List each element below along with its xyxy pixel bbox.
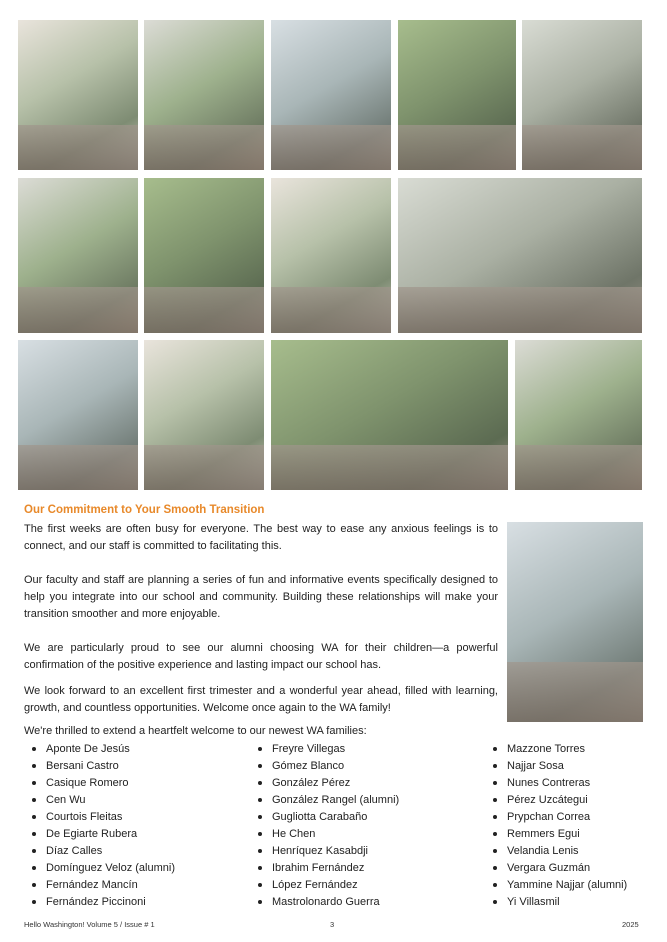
list-item: Courtois Fleitas bbox=[24, 809, 175, 826]
list-item: Domínguez Veloz (alumni) bbox=[24, 860, 175, 877]
section-title: Our Commitment to Your Smooth Transition bbox=[24, 504, 265, 516]
event-photo bbox=[271, 20, 391, 170]
event-photo bbox=[398, 20, 516, 170]
list-item: Najjar Sosa bbox=[485, 758, 627, 775]
family-list-column-2 bbox=[250, 741, 399, 911]
list-item: Henríquez Kasabdji bbox=[250, 843, 399, 860]
list-item: Ibrahim Fernández bbox=[250, 860, 399, 877]
paragraph: Our faculty and staff are planning a series of fun and informative events specifically designed to help you integrate into our school and community. Building these relationships will make your transition smoother and more enjoyable. bbox=[24, 574, 498, 620]
list-item: Velandia Lenis bbox=[485, 843, 627, 860]
paragraph: The first weeks are often busy for everyone. The best way to ease any anxious feelings is to connect, and our staff is committed to facilitating this. bbox=[24, 523, 498, 552]
list-item: Freyre Villegas bbox=[250, 741, 399, 758]
list-item: Remmers Egui bbox=[485, 826, 627, 843]
list-item: González Rangel (alumni) bbox=[250, 792, 399, 809]
list-item: Prypchan Correa bbox=[485, 809, 627, 826]
list-item: De Egiarte Rubera bbox=[24, 826, 175, 843]
list-item: Mazzone Torres bbox=[485, 741, 627, 758]
welcome-intro: We're thrilled to extend a heartfelt welcome to our newest WA families: bbox=[24, 725, 367, 737]
paragraph: We are particularly proud to see our alumni choosing WA for their children—a powerful confirmation of the positive experience and lasting impact our school has. bbox=[24, 642, 498, 671]
list-item: Mastrolonardo Guerra bbox=[250, 894, 399, 911]
list-item: Casique Romero bbox=[24, 775, 175, 792]
list-item: Cen Wu bbox=[24, 792, 175, 809]
event-photo bbox=[515, 340, 642, 490]
paragraph: We look forward to an excellent first trimester and a wonderful year ahead, filled with learning, growth, and countless opportunities. Welcome once again to the WA family! bbox=[24, 685, 498, 714]
list-item: Bersani Castro bbox=[24, 758, 175, 775]
list-item: Fernández Piccinoni bbox=[24, 894, 175, 911]
event-photo bbox=[271, 178, 391, 333]
list-item: Nunes Contreras bbox=[485, 775, 627, 792]
list-item: Gugliotta Carabaño bbox=[250, 809, 399, 826]
list-item: He Chen bbox=[250, 826, 399, 843]
list-item: Vergara Guzmán bbox=[485, 860, 627, 877]
list-item: Pérez Uzcátegui bbox=[485, 792, 627, 809]
list-item: Fernández Mancín bbox=[24, 877, 175, 894]
list-item: Yi Villasmil bbox=[485, 894, 627, 911]
event-photo bbox=[522, 20, 642, 170]
list-item: Aponte De Jesús bbox=[24, 741, 175, 758]
event-photo bbox=[144, 20, 264, 170]
event-photo bbox=[18, 340, 138, 490]
footer-page-number: 3 bbox=[330, 920, 335, 929]
family-photo bbox=[507, 522, 643, 722]
event-photo bbox=[398, 178, 642, 333]
list-item: López Fernández bbox=[250, 877, 399, 894]
list-item: Díaz Calles bbox=[24, 843, 175, 860]
footer-publication: Hello Washington! Volume 5 / Issue # 1 bbox=[24, 920, 155, 929]
event-photo bbox=[144, 340, 264, 490]
event-photo bbox=[271, 340, 508, 490]
event-photo bbox=[144, 178, 264, 333]
event-photo bbox=[18, 178, 138, 333]
family-list-column-1 bbox=[24, 741, 175, 911]
list-item: González Pérez bbox=[250, 775, 399, 792]
event-photo bbox=[18, 20, 138, 170]
list-item: Gómez Blanco bbox=[250, 758, 399, 775]
footer-year: 2025 bbox=[622, 920, 639, 929]
list-item: Yammine Najjar (alumni) bbox=[485, 877, 627, 894]
family-list-column-3 bbox=[485, 741, 627, 911]
